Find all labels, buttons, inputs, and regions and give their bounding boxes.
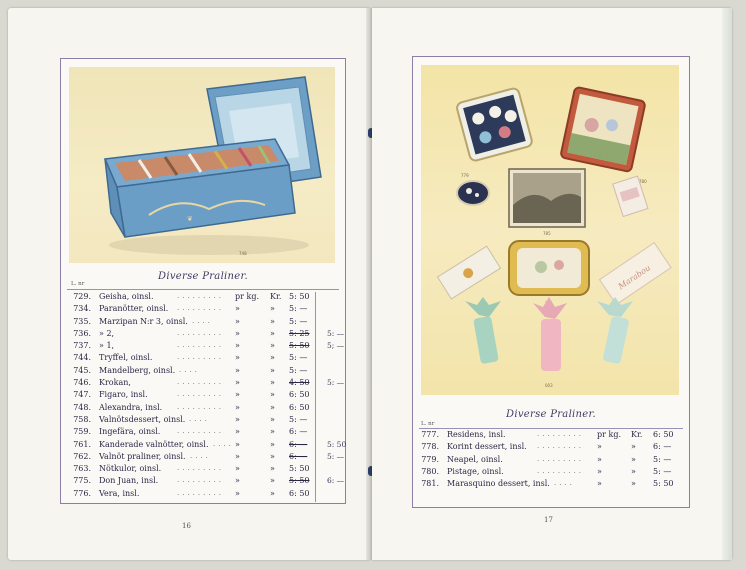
product-number: 758.	[73, 414, 91, 424]
product-name: Geisha, oinsl.	[99, 292, 154, 301]
currency-label: »	[270, 378, 275, 388]
catalog-spread	[8, 8, 738, 562]
product-number: 763.	[73, 464, 91, 474]
product-price: 6: 50	[289, 390, 310, 400]
product-price: 6: —	[289, 451, 308, 461]
currency-label: »	[631, 454, 636, 464]
product-row	[65, 415, 343, 427]
left-header-rule	[67, 289, 339, 290]
product-row	[65, 317, 343, 329]
right-page-number: 17	[544, 516, 553, 524]
right-page	[372, 8, 732, 560]
per-kg-label: »	[235, 427, 240, 437]
leader-dots: .........	[177, 304, 225, 313]
per-kg-label: »	[235, 353, 240, 363]
left-heading: Diverse Praliner.	[158, 271, 248, 282]
per-kg-label: »	[235, 402, 240, 412]
product-name: Tryffel, oinsl.	[99, 353, 153, 363]
currency-label: »	[270, 402, 275, 412]
svg-text:785: 785	[543, 231, 551, 236]
per-kg-label: »	[235, 439, 240, 449]
per-kg-label: »	[235, 365, 240, 375]
product-price: 6: 50	[289, 488, 310, 498]
product-name: Alexandra, insl.	[99, 402, 163, 412]
product-price: 5: 50	[289, 341, 310, 351]
leader-dots: .........	[537, 442, 585, 451]
product-name: Don Juan, insl.	[99, 476, 159, 486]
product-row	[65, 378, 343, 390]
currency-label: »	[270, 316, 275, 326]
right-heading: Diverse Praliner.	[506, 409, 596, 420]
per-kg-label: pr kg.	[597, 430, 621, 439]
leader-dots: .........	[177, 402, 225, 411]
product-number: 748.	[73, 402, 91, 412]
product-name: Kanderade valnötter, oinsl.	[99, 439, 209, 449]
product-number: 734.	[73, 304, 91, 314]
product-row	[65, 489, 343, 501]
product-price: 5: —	[289, 304, 308, 314]
product-row	[417, 455, 685, 467]
product-price: 5: —	[653, 454, 672, 464]
svg-text:Marabou: Marabou	[616, 263, 653, 292]
product-name: » 2,	[99, 328, 115, 338]
product-row	[417, 442, 685, 454]
per-kg-label: »	[597, 454, 602, 464]
product-price: 6: —	[289, 439, 308, 449]
right-lnr-label: L. nr	[421, 421, 435, 427]
per-kg-label: »	[235, 378, 240, 388]
currency-label: »	[270, 365, 275, 375]
right-price-list	[417, 430, 685, 491]
product-row	[65, 341, 343, 353]
per-kg-label: »	[235, 304, 240, 314]
leader-dots: ....	[189, 414, 210, 423]
per-kg-label: »	[235, 316, 240, 326]
leader-dots: .........	[177, 328, 225, 337]
leader-dots: .........	[177, 488, 225, 497]
product-price: 6: —	[289, 427, 308, 437]
leader-dots: .........	[177, 378, 225, 387]
per-kg-label: »	[597, 479, 602, 489]
leader-dots: .........	[537, 466, 585, 475]
leader-dots: .........	[177, 341, 225, 350]
svg-text:❦: ❦	[187, 215, 193, 223]
product-row	[65, 476, 343, 488]
leader-dots: .........	[177, 476, 225, 485]
per-kg-label: »	[235, 328, 240, 338]
product-price: 6: 50	[653, 430, 674, 439]
page-edge	[722, 8, 732, 560]
currency-label: »	[270, 304, 275, 314]
product-row	[65, 403, 343, 415]
product-number: 780.	[421, 466, 439, 476]
product-name: Nötkulor, oinsl.	[99, 464, 162, 474]
per-kg-label: »	[235, 390, 240, 400]
handwritten-new-price: 5: 50	[327, 439, 347, 449]
product-number: 775.	[73, 476, 91, 486]
product-number: 776.	[73, 488, 91, 498]
product-price: 5: 50	[653, 479, 674, 489]
currency-label: »	[270, 353, 275, 363]
per-kg-label: »	[235, 414, 240, 424]
product-number: 745.	[73, 365, 91, 375]
svg-text:780: 780	[639, 179, 647, 184]
product-name: Ingefära, oinsl.	[99, 427, 161, 437]
product-price: 5: 25	[289, 328, 310, 338]
product-price: 5: —	[289, 353, 308, 363]
leader-dots: ....	[192, 316, 213, 325]
tin-box-illustration	[69, 67, 335, 263]
leader-dots: ....	[179, 365, 200, 374]
per-kg-label: »	[597, 466, 602, 476]
leader-dots: ....	[213, 439, 234, 448]
svg-text:779: 779	[461, 173, 469, 178]
right-header-rule	[419, 428, 683, 429]
per-kg-label: »	[235, 488, 240, 498]
product-price: 6: 50	[289, 402, 310, 412]
product-row	[417, 467, 685, 479]
handwritten-new-price: 5: —	[327, 328, 345, 338]
product-number: 747.	[73, 390, 91, 400]
product-row	[65, 439, 347, 452]
product-number: 761.	[73, 439, 91, 449]
right-page-frame	[412, 56, 690, 508]
currency-label: »	[270, 488, 275, 498]
currency-label: »	[631, 479, 636, 489]
product-row	[417, 430, 685, 442]
product-price: 5: 50	[289, 476, 310, 486]
currency-label: Kr.	[631, 430, 643, 439]
product-name: Marasquino dessert, insl.	[447, 479, 550, 489]
product-price: 4: 50	[289, 378, 310, 388]
product-name: Marzipan N:r 3, oinsl.	[99, 316, 188, 326]
currency-label: »	[631, 442, 636, 452]
left-page-frame	[60, 58, 346, 504]
product-row	[417, 479, 685, 491]
product-number: 762.	[73, 451, 91, 461]
leader-dots: .........	[177, 292, 225, 300]
product-row	[65, 304, 343, 316]
product-number: 759.	[73, 427, 91, 437]
currency-label: »	[270, 451, 275, 461]
currency-label: »	[631, 466, 636, 476]
leader-dots: ....	[190, 451, 211, 460]
product-price: 5: 50	[289, 464, 310, 474]
product-name: » 1,	[99, 341, 115, 351]
currency-label: »	[270, 390, 275, 400]
product-name: Neapel, oinsl.	[447, 454, 503, 464]
product-number: 744.	[73, 353, 91, 363]
left-lnr-label: L. nr	[71, 281, 85, 287]
product-number: 777.	[421, 430, 439, 439]
product-name: Valnötsdessert, oinsl.	[99, 414, 186, 424]
product-number: 778.	[421, 442, 439, 452]
svg-text:003: 003	[545, 383, 553, 388]
leader-dots: .........	[537, 454, 585, 463]
product-row	[65, 390, 343, 402]
product-name: Residens, insl.	[447, 430, 506, 439]
currency-label: »	[270, 464, 275, 474]
product-name: Mandelberg, oinsl.	[99, 365, 176, 375]
product-name: Figaro, insl.	[99, 390, 148, 400]
handwritten-new-price: 5: —	[327, 451, 345, 461]
product-row	[65, 427, 343, 439]
left-page	[8, 8, 370, 560]
product-price: 5: —	[289, 365, 308, 375]
product-price: 5: —	[289, 316, 308, 326]
handwritten-new-price: 6: —	[327, 476, 345, 486]
praline-packages-illustration	[421, 65, 679, 395]
svg-text:748: 748	[239, 251, 247, 256]
product-number: 729.	[73, 292, 91, 301]
product-row	[65, 353, 343, 365]
product-name: Krokan,	[99, 378, 131, 388]
per-kg-label: »	[597, 442, 602, 452]
currency-label: »	[270, 476, 275, 486]
currency-label: »	[270, 341, 275, 351]
product-row	[65, 464, 343, 476]
product-number: 746.	[73, 378, 91, 388]
product-name: Valnöt praliner, oinsl.	[99, 451, 186, 461]
product-price: 5: —	[289, 414, 308, 424]
per-kg-label: »	[235, 341, 240, 351]
product-row	[65, 452, 343, 464]
product-number: 781.	[421, 479, 439, 489]
product-name: Vera, insl.	[99, 488, 140, 498]
product-number: 779.	[421, 454, 439, 464]
leader-dots: .........	[177, 353, 225, 362]
currency-label: Kr.	[270, 292, 282, 301]
left-page-number: 16	[182, 522, 191, 530]
left-price-list	[65, 292, 347, 501]
handwritten-new-price: 5; —	[327, 341, 345, 351]
currency-label: »	[270, 328, 275, 338]
leader-dots: .........	[177, 427, 225, 436]
handwritten-new-price: 5: —	[327, 378, 345, 388]
per-kg-label: »	[235, 451, 240, 461]
product-row	[65, 329, 343, 341]
per-kg-label: »	[235, 464, 240, 474]
currency-label: »	[270, 439, 275, 449]
product-name: Korint dessert, insl.	[447, 442, 527, 452]
leader-dots: .........	[537, 430, 585, 438]
product-price: 6: —	[653, 442, 672, 452]
product-price: 5: 50	[289, 292, 310, 301]
leader-dots: .........	[177, 464, 225, 473]
product-name: Paranötter, oinsl.	[99, 304, 169, 314]
per-kg-label: »	[235, 476, 240, 486]
product-name: Pistage, oinsl.	[447, 466, 504, 476]
product-price: 5: —	[653, 466, 672, 476]
per-kg-label: pr kg.	[235, 292, 259, 301]
currency-label: »	[270, 414, 275, 424]
product-number: 736.	[73, 328, 91, 338]
product-row	[65, 366, 343, 378]
product-number: 735.	[73, 316, 91, 326]
product-row	[65, 292, 343, 304]
leader-dots: .........	[177, 390, 225, 399]
product-number: 737.	[73, 341, 91, 351]
currency-label: »	[270, 427, 275, 437]
leader-dots: ....	[554, 479, 575, 488]
